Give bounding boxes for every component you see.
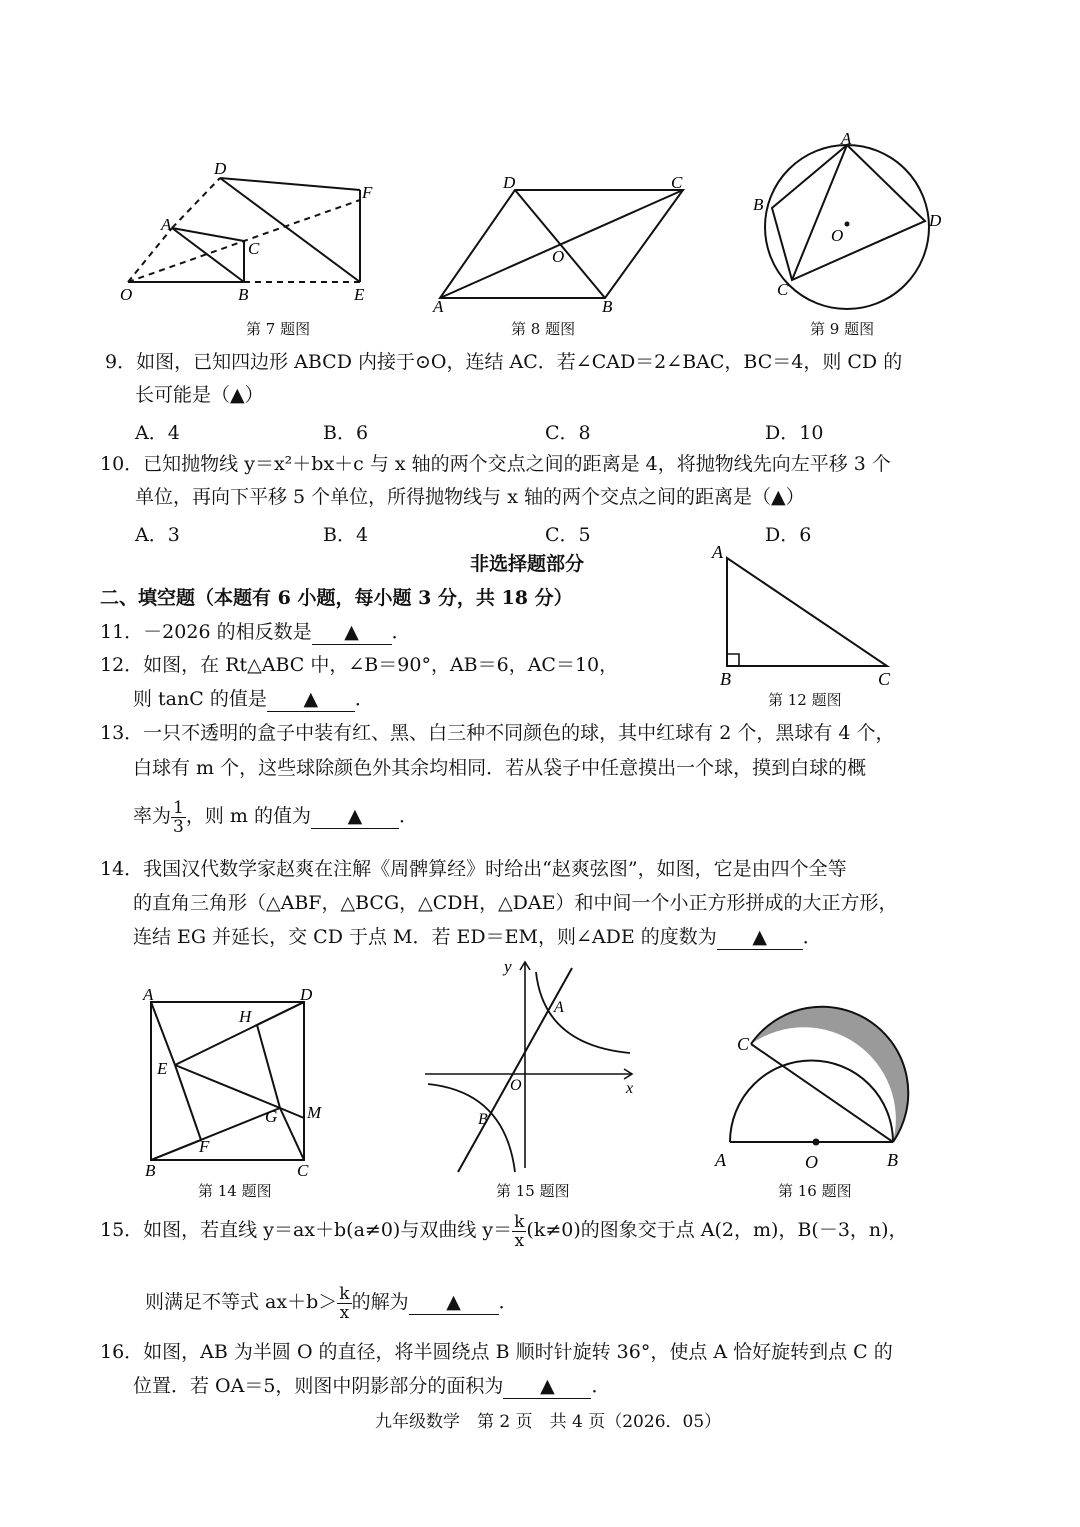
- q13-answer-blank[interactable]: [311, 804, 399, 829]
- q15-line1-pre: 15．如图，若直线 y＝ax＋b(a≠0)与双曲线 y＝: [100, 1219, 513, 1241]
- q9-line2: 长可能是（▲）: [135, 384, 264, 406]
- q13-line2: 白球有 m 个，这些球除颜色外其余均相同．若从袋子中任意摸出一个球，摸到白球的概: [133, 757, 867, 779]
- fig8-caption: 第 8 题图: [511, 320, 576, 338]
- fig7-label-F: F: [362, 183, 373, 202]
- fig9-label-D: D: [929, 211, 942, 230]
- q11-text: 11．－2026 的相反数是: [100, 621, 312, 643]
- fig15-label-x: x: [626, 1080, 634, 1097]
- q13-line3: [133, 796, 418, 836]
- fig7-label-O: O: [120, 285, 133, 304]
- fig15-label-A: A: [554, 999, 564, 1016]
- q15-fraction-2: [337, 1285, 351, 1322]
- fig9-caption: 第 9 题图: [810, 320, 875, 338]
- q15-answer-mark: ▲: [446, 1291, 461, 1313]
- q11: [100, 620, 411, 645]
- figure-14: [135, 980, 340, 1180]
- fig12-label-B: B: [720, 669, 731, 689]
- fig16-label-O: O: [805, 1152, 818, 1172]
- q15-frac2-num: k: [339, 1283, 350, 1304]
- fig15-label-B: B: [478, 1111, 488, 1128]
- figure-7: [110, 150, 390, 320]
- q15-line1-post: (k≠0)的图象交于点 A(2，m)，B(－3，n)，: [526, 1219, 908, 1241]
- q11-answer-blank[interactable]: [312, 620, 392, 645]
- fig9-label-C: C: [777, 280, 789, 299]
- fig15-label-O: O: [510, 1077, 522, 1094]
- q15-answer-blank[interactable]: [409, 1290, 499, 1315]
- q9-line1: 9．如图，已知四边形 ABCD 内接于⊙O，连结 AC．若∠CAD＝2∠BAC，BC＝4，则 CD 的: [105, 351, 903, 373]
- q13-frac-den: 3: [173, 816, 184, 837]
- q15-line2-post: 的解为: [351, 1291, 409, 1313]
- page-footer: 九年级数学 第 2 页 共 4 页（2026．05）: [375, 1412, 722, 1432]
- q14-line2: 的直角三角形（△ABF，△BCG，△CDH，△DAE）和中间一个小正方形拼成的大正方形，: [133, 892, 898, 914]
- fig14-label-H: H: [239, 1007, 252, 1026]
- fig16-label-A: A: [715, 1150, 726, 1170]
- q12-answer-mark: ▲: [303, 688, 319, 710]
- part2-title: 非选择题部分: [470, 553, 585, 575]
- fig7-label-D: D: [214, 159, 227, 178]
- q10-option-d: D．6: [765, 524, 812, 546]
- fig12-label-C: C: [878, 669, 891, 689]
- q10-line1: 10．已知抛物线 y＝x²＋bx＋c 与 x 轴的两个交点之间的距离是 4，将抛物线先向左平移 3 个: [100, 453, 891, 475]
- q12-line1: 12．如图，在 Rt△ABC 中，∠B＝90°，AB＝6，AC＝10，: [100, 654, 619, 676]
- q9-option-d: D．10: [765, 422, 824, 444]
- fig14-label-F: F: [199, 1137, 210, 1156]
- fig14-label-E: E: [157, 1059, 168, 1078]
- fig14-label-B: B: [145, 1161, 156, 1180]
- q13-line1: 13．一只不透明的盒子中装有红、黑、白三种不同颜色的球，其中红球有 2 个，黑球有 4 个，: [100, 722, 895, 744]
- q9-option-a: A．4: [135, 422, 180, 444]
- q12-end: ．: [354, 688, 374, 710]
- q14-text: 连结 EG 并延长，交 CD 于点 M．若 ED＝EM，则∠ADE 的度数为: [133, 926, 717, 948]
- q14-answer-blank[interactable]: [717, 925, 803, 950]
- fig7-label-A: A: [161, 215, 172, 234]
- figure-12: [700, 540, 910, 690]
- q16-text: 位置．若 OA＝5，则图中阴影部分的面积为: [133, 1375, 504, 1397]
- fig14-caption: 第 14 题图: [198, 1182, 272, 1200]
- figure-8: [425, 170, 695, 315]
- fig8-label-C: C: [671, 173, 683, 192]
- q15-line1: [100, 1208, 908, 1252]
- fig14-label-C: C: [297, 1161, 309, 1180]
- figure-16: [705, 1000, 930, 1180]
- q12-line2: [133, 687, 374, 712]
- q14-answer-mark: ▲: [752, 926, 768, 948]
- q13-line3-pre: 率为: [133, 805, 172, 827]
- q13-fraction: [171, 799, 186, 836]
- fig7-label-C: C: [248, 239, 260, 258]
- q16-line1: 16．如图，AB 为半圆 O 的直径，将半圆绕点 B 顺时针旋转 36°，使点 A 恰好旋转到点 C 的: [100, 1341, 893, 1363]
- fig12-label-A: A: [712, 542, 723, 562]
- fig14-label-G: G: [265, 1107, 278, 1126]
- q13-frac-num: 1: [173, 797, 184, 818]
- fig8-label-A: A: [433, 297, 444, 315]
- q10-line2: 单位，再向下平移 5 个单位，所得抛物线与 x 轴的两个交点之间的距离是（▲）: [135, 486, 805, 508]
- figure-9: [745, 128, 955, 313]
- q12-answer-blank[interactable]: [267, 687, 355, 712]
- fig14-label-M: M: [307, 1103, 322, 1122]
- q15-line2: [145, 1280, 518, 1324]
- q13-end: ．: [398, 805, 418, 827]
- q12-text: 则 tanC 的值是: [133, 688, 267, 710]
- figure-15: [420, 950, 645, 1175]
- fig8-label-D: D: [503, 173, 516, 192]
- q15-line2-pre: 则满足不等式 ax＋b＞: [145, 1291, 338, 1313]
- q11-end: ．: [391, 621, 411, 643]
- q15-frac2-den: x: [339, 1302, 350, 1323]
- fig8-label-B: B: [602, 297, 613, 315]
- fig7-caption: 第 7 题图: [246, 320, 311, 338]
- q14-line3: [133, 925, 822, 950]
- fig12-caption: 第 12 题图: [768, 691, 842, 709]
- q16-answer-mark: ▲: [540, 1375, 555, 1397]
- fig9-label-B: B: [753, 195, 764, 214]
- q15-frac1-den: x: [514, 1230, 525, 1251]
- q9-option-b: B．6: [323, 422, 369, 444]
- q10-option-b: B．4: [323, 524, 369, 546]
- section2-title: 二、填空题（本题有 6 小题，每小题 3 分，共 18 分）: [100, 587, 573, 609]
- fig16-label-B: B: [887, 1150, 898, 1170]
- q15-frac1-num: k: [514, 1211, 525, 1232]
- q11-answer-mark: ▲: [344, 621, 359, 643]
- fig15-label-y: y: [504, 957, 512, 976]
- q16-answer-blank[interactable]: [503, 1374, 591, 1399]
- q16-end: ．: [591, 1375, 611, 1397]
- fig14-label-D: D: [300, 985, 313, 1004]
- q10-option-c: C．5: [545, 524, 591, 546]
- fig9-label-A: A: [841, 129, 852, 148]
- fig16-label-C: C: [737, 1034, 750, 1054]
- q9-option-c: C．8: [545, 422, 591, 444]
- q14-end: ．: [802, 926, 822, 948]
- fig14-label-A: A: [143, 985, 154, 1004]
- q10-option-a: A．3: [135, 524, 180, 546]
- q14-line1: 14．我国汉代数学家赵爽在注解《周髀算经》时给出“赵爽弦图”，如图，它是由四个全等: [100, 858, 847, 880]
- q13-line3-post: ，则 m 的值为: [185, 805, 311, 827]
- q15-end: ．: [498, 1291, 518, 1313]
- fig15-caption: 第 15 题图: [496, 1182, 570, 1200]
- fig8-label-O: O: [552, 247, 565, 266]
- fig9-label-O: O: [831, 226, 844, 245]
- fig7-label-E: E: [354, 285, 365, 304]
- q16-line2: [133, 1374, 610, 1399]
- q15-fraction-1: [512, 1213, 526, 1250]
- fig7-label-B: B: [238, 285, 249, 304]
- fig16-caption: 第 16 题图: [778, 1182, 852, 1200]
- q13-answer-mark: ▲: [347, 805, 363, 827]
